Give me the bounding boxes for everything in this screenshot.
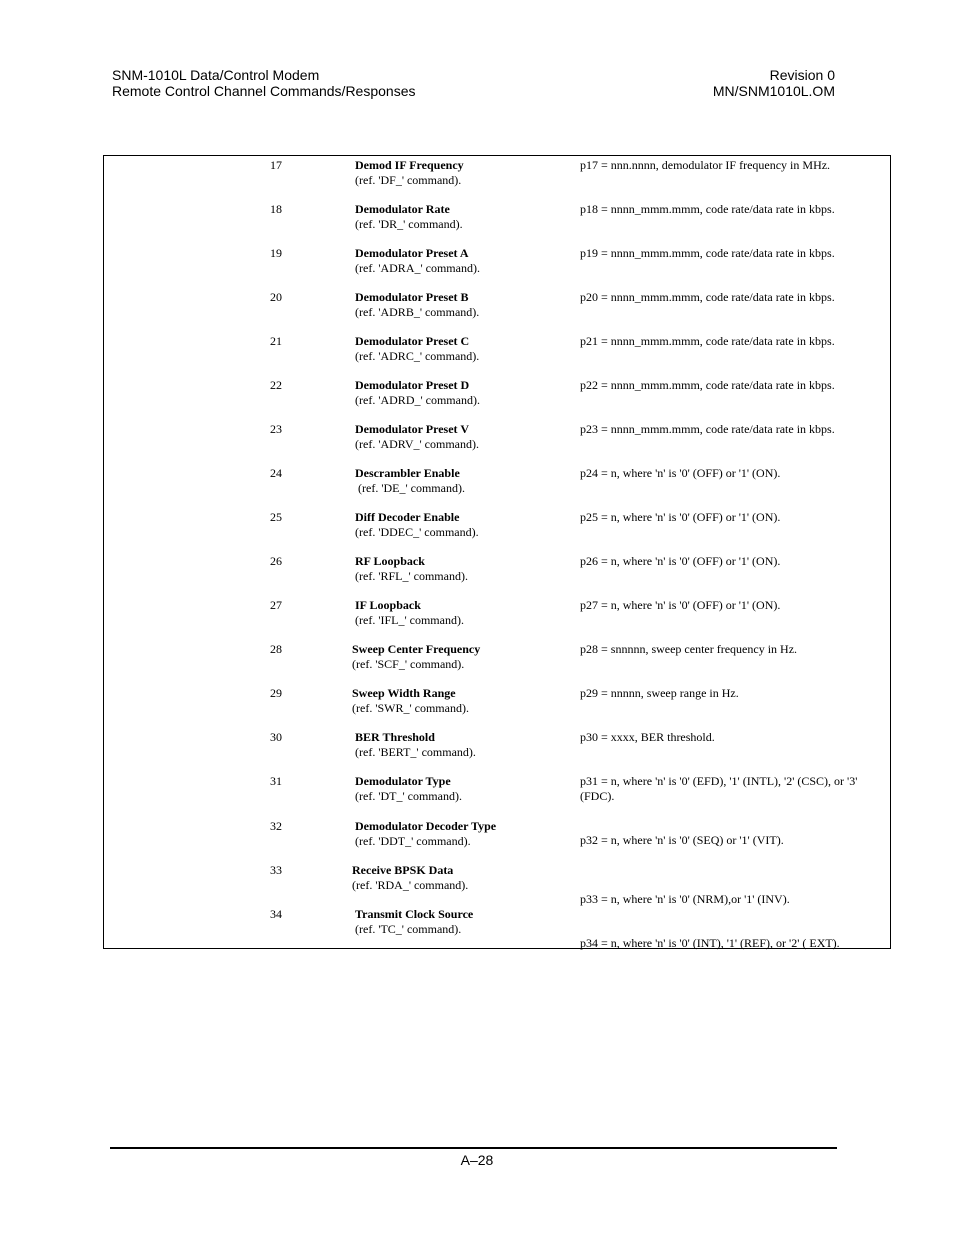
document-title: SNM-1010L Data/Control Modem [112, 67, 320, 83]
parameter-number: 27 [270, 598, 282, 612]
parameter-name: IF Loopback [355, 598, 421, 612]
parameter-description: p33 = n, where 'n' is '0' (NRM),or '1' (INV). [580, 892, 790, 906]
parameter-description: p18 = nnnn_mmm.mmm, code rate/data rate in kbps. [580, 202, 835, 216]
parameter-name: Demodulator Decoder Type [355, 819, 497, 833]
parameter-name: Sweep Center Frequency [352, 642, 481, 656]
command-reference: (ref. 'RFL_' command). [355, 568, 468, 583]
parameter-name: Receive BPSK Data [352, 863, 454, 877]
page-number: A–28 [460, 1152, 494, 1168]
parameter-name: Transmit Clock Source [355, 907, 474, 921]
parameter-number: 23 [270, 422, 282, 436]
parameter-description: p19 = nnnn_mmm.mmm, code rate/data rate in kbps. [580, 246, 835, 260]
command-reference: (ref. 'DT_' command). [355, 788, 462, 803]
document-number: MN/SNM1010L.OM [712, 83, 835, 99]
parameter-description: p21 = nnnn_mmm.mmm, code rate/data rate in kbps. [580, 334, 835, 348]
parameter-number: 25 [270, 510, 282, 524]
parameter-number: 20 [270, 290, 282, 304]
parameter-description: p17 = nnn.nnnn, demodulator IF frequency in MHz. [580, 158, 831, 172]
parameter-number: 22 [270, 378, 282, 392]
parameter-name: Demodulator Preset C [355, 334, 470, 348]
command-reference: (ref. 'ADRD_' command). [355, 392, 480, 407]
parameter-number: 29 [270, 686, 282, 700]
parameter-name: Demodulator Preset D [355, 378, 470, 392]
parameter-number: 33 [270, 863, 282, 877]
command-reference: (ref. 'ADRA_' command). [355, 260, 480, 275]
parameter-name: Demodulator Preset V [355, 422, 469, 436]
command-reference: (ref. 'DDEC_' command). [355, 524, 479, 539]
parameter-description: p30 = xxxx, BER threshold. [580, 730, 715, 744]
header-right [713, 67, 835, 99]
command-reference: (ref. 'BERT_' command). [355, 744, 476, 759]
parameter-description: p29 = nnnnn, sweep range in Hz. [580, 686, 739, 700]
parameter-number: 32 [270, 819, 282, 833]
parameter-description: p31 = n, where 'n' is '0' (EFD), '1' (INTL), '2' (CSC), or '3' (FDC). [580, 774, 858, 803]
parameter-description: p34 = n, where 'n' is '0' (INT), '1' (REF), or '2' ( EXT). [580, 936, 840, 950]
parameter-name: Demodulator Preset A [355, 246, 469, 260]
parameter-number: 24 [270, 466, 282, 480]
parameter-number: 31 [270, 774, 282, 788]
parameter-name: BER Threshold [355, 730, 435, 744]
command-reference: (ref. 'ADRV_' command). [355, 436, 479, 451]
command-reference: (ref. 'ADRB_' command). [355, 304, 480, 319]
parameter-description: p27 = n, where 'n' is '0' (OFF) or '1' (ON). [580, 598, 781, 612]
parameter-number: 17 [270, 158, 282, 172]
parameter-name: Descrambler Enable [355, 466, 460, 480]
parameter-description: p20 = nnnn_mmm.mmm, code rate/data rate in kbps. [580, 290, 835, 304]
command-reference: (ref. 'ADRC_' command). [355, 348, 480, 363]
parameter-name: RF Loopback [355, 554, 425, 568]
parameter-number: 30 [270, 730, 282, 744]
parameter-description: p25 = n, where 'n' is '0' (OFF) or '1' (ON). [580, 510, 781, 524]
parameter-name: Diff Decoder Enable [355, 510, 460, 524]
command-reference: (ref. 'DDT_' command). [355, 833, 471, 848]
parameter-description: p22 = nnnn_mmm.mmm, code rate/data rate in kbps. [580, 378, 835, 392]
section-title: Remote Control Channel Commands/Responses [112, 83, 416, 99]
command-reference: (ref. 'TC_' command). [355, 921, 462, 936]
parameter-description: p23 = nnnn_mmm.mmm, code rate/data rate in kbps. [580, 422, 835, 436]
footer-rule [110, 1147, 837, 1149]
parameter-description: p26 = n, where 'n' is '0' (OFF) or '1' (ON). [580, 554, 781, 568]
parameter-number: 28 [270, 642, 282, 656]
parameter-number: 18 [270, 202, 282, 216]
parameter-description: p24 = n, where 'n' is '0' (OFF) or '1' (ON). [580, 466, 781, 480]
revision-label: Revision 0 [769, 67, 835, 83]
command-reference: (ref. 'IFL_' command). [355, 612, 464, 627]
command-reference: (ref. 'SWR_' command). [352, 700, 469, 715]
command-reference: (ref. 'RDA_' command). [352, 877, 469, 892]
parameter-number: 26 [270, 554, 282, 568]
parameter-name: Sweep Width Range [352, 686, 456, 700]
parameter-number: 34 [270, 907, 282, 921]
header-left [112, 67, 415, 99]
command-reference: (ref. 'DR_' command). [355, 216, 463, 231]
parameter-name: Demodulator Type [355, 774, 451, 788]
parameter-description: p32 = n, where 'n' is '0' (SEQ) or '1' (VIT). [580, 833, 784, 847]
command-reference: (ref. 'DF_' command). [355, 172, 462, 187]
command-reference: (ref. 'DE_' command). [355, 480, 465, 495]
command-response-table [103, 155, 891, 949]
parameter-number: 19 [270, 246, 282, 260]
parameter-name: Demodulator Preset B [355, 290, 469, 304]
parameter-name: Demodulator Rate [355, 202, 450, 216]
parameter-description: p28 = snnnnn, sweep center frequency in Hz. [580, 642, 798, 656]
command-reference: (ref. 'SCF_' command). [352, 656, 465, 671]
parameter-name: Demod IF Frequency [355, 158, 464, 172]
parameter-number: 21 [270, 334, 282, 348]
